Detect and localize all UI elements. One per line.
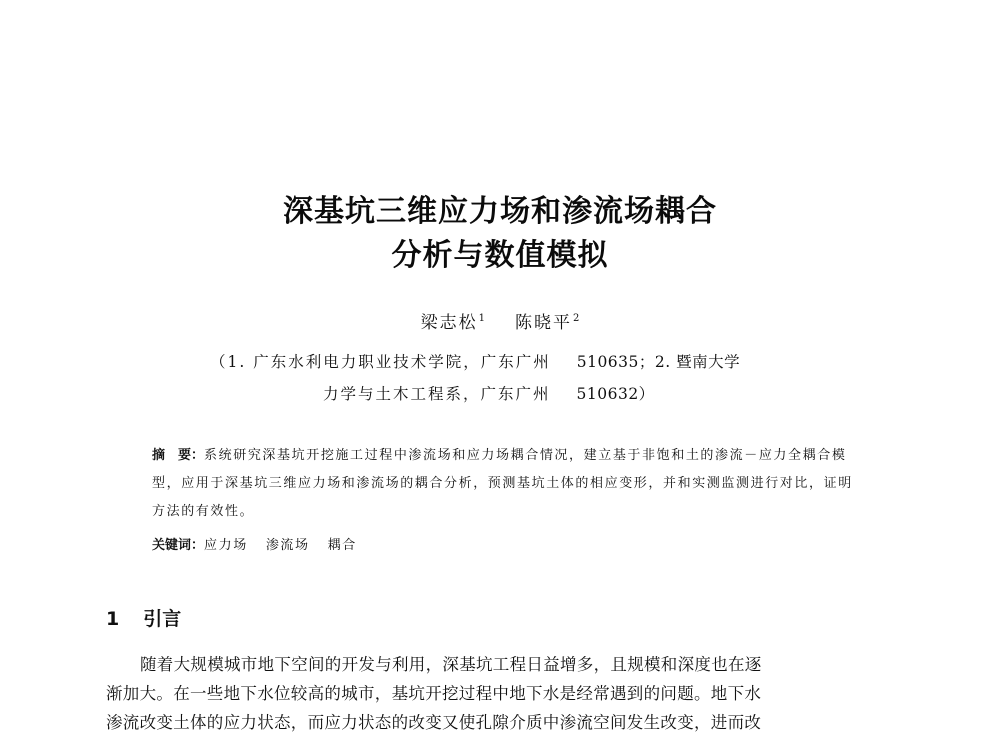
author-2 [515, 308, 579, 333]
keyword: 渗流场 [265, 538, 310, 553]
author-1 [421, 308, 485, 333]
paper-title-line-1: 深基坑三维应力场和渗流场耦合 [283, 194, 717, 229]
abstract [152, 442, 862, 526]
body-text-line: 渐加大。在一些地下水位较高的城市，基坑开挖过程中地下水是经常遇到的问题。地下水 [106, 684, 762, 703]
keyword: 应力场 [204, 538, 248, 553]
author-affiliation-mark: 2 [573, 313, 580, 325]
keywords [152, 532, 862, 560]
author-name: 梁志松 [420, 313, 478, 333]
affiliation-line-2 [323, 382, 655, 404]
affiliation-text: 力学与土木工程系，广东广州 [323, 385, 551, 403]
abstract-label: 摘 要： [152, 448, 205, 463]
keyword: 耦合 [327, 538, 357, 553]
section-title: 引言 [143, 608, 182, 630]
section-number: 1 [106, 608, 120, 630]
author-name: 陈晓平 [515, 313, 572, 333]
affiliation-text: （1. 广东水利电力职业技术学院，广东广州 [210, 353, 551, 371]
keywords-label: 关键词： [152, 538, 205, 553]
affiliation-postcode: 510632） [576, 385, 655, 403]
author-list [0, 308, 1000, 333]
paper-title-line-2: 分析与数值模拟 [391, 238, 609, 273]
affiliation-line-1 [210, 350, 740, 372]
body-text-line: 随着大规模城市地下空间的开发与利用，深基坑工程日益增多，且规模和深度也在逐 [140, 655, 762, 674]
body-text-line: 渗流改变土体的应力状态，而应力状态的改变又使孔隙介质中渗流空间发生改变，进而改 [106, 713, 762, 732]
section-heading [106, 604, 181, 631]
affiliation-postcode: 510635；2. 暨南大学 [576, 353, 741, 371]
author-affiliation-mark: 1 [478, 313, 485, 325]
abstract-text: 系统研究深基坑开挖施工过程中渗流场和应力场耦合情况，建立基于非饱和土的渗流－应力全耦合模型，应用于深基坑三维应力场和渗流场的耦合分析，预测基坑土体的相应变形，并和实测监测进行对比，证明方法的有效性。 [152, 448, 853, 519]
